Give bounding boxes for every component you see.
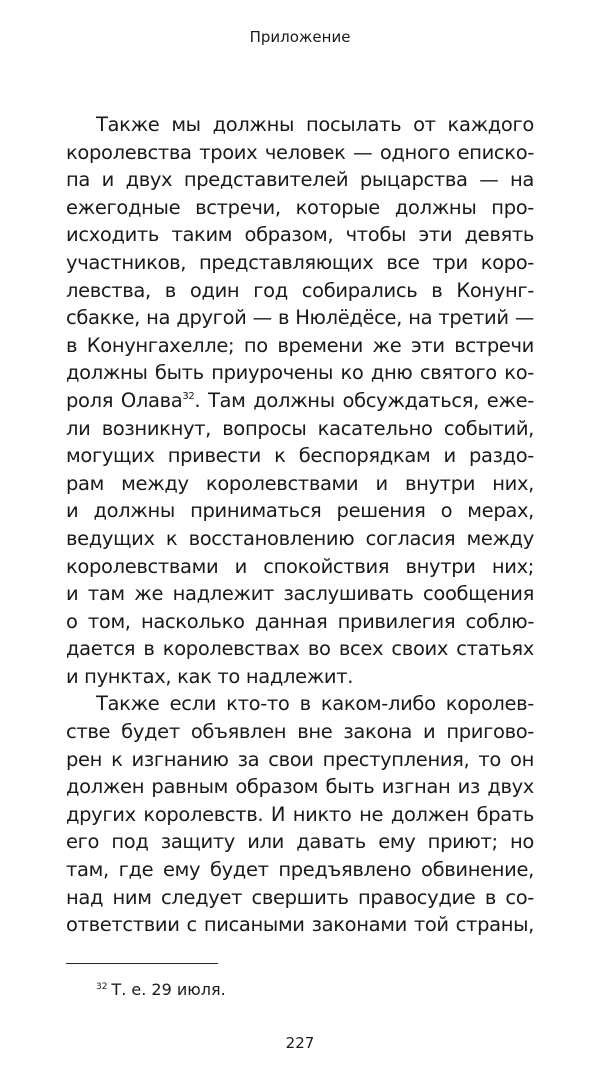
paragraph-2 [66, 690, 534, 938]
text-line: о том, насколько данная привилегия соблю- [66, 609, 534, 633]
text-line: ежегодные встречи, которые должны про- [66, 195, 534, 219]
text-line: сбакке, на другой — в Нюлёдёсе, на третий — [66, 306, 534, 330]
text-line: могущих привести к беспорядкам и раздо- [66, 444, 534, 468]
text-line: над ним следует свершить правосудие в со- [66, 885, 534, 909]
text-line: ли возникнут, вопросы касательно событий, [66, 416, 534, 440]
footnote [96, 978, 226, 1002]
text-line: участников, представляющих все три коро- [66, 250, 534, 274]
text-line: левства, в один год собирались в Конунг- [66, 278, 534, 302]
footnote-number: 32 [96, 982, 108, 992]
text-line: Также мы должны посылать от каждого [96, 113, 534, 136]
text-line: рам между королевствами и внутри них, [66, 471, 534, 495]
text-line: рен к изгнанию за свои преступления, то он [66, 747, 534, 771]
text-fragment: . Там должны обсуждаться, еже- [194, 388, 534, 412]
text-line: ответствии с писаными законами той страны, [66, 913, 534, 937]
text-line: Также если кто-то в каком-либо королев- [96, 692, 534, 716]
text-line: должен равным образом быть изгнан из двух [66, 775, 534, 799]
text-line: исходить таким образом, чтобы эти девять [66, 223, 534, 247]
text-line: должны быть приурочены ко дню святого ко- [66, 361, 534, 385]
text-line: там, где ему будет предъявлено обвинение, [66, 858, 534, 882]
text-line: стве будет объявлен вне закона и пригово- [66, 720, 534, 744]
running-head: Приложение [249, 28, 351, 46]
text-line: и пунктах, как то надлежит. [66, 664, 354, 688]
text-line: па и двух представителей рыцарства — на [66, 168, 534, 192]
text-line: ведущих к восстановлению согласия между [66, 526, 534, 550]
text-line: королевствами и спокойствия внутри них; [66, 554, 534, 578]
footnote-divider [66, 963, 218, 964]
body-text [66, 111, 534, 939]
text-fragment: роля Олава [66, 388, 183, 412]
text-line: в Конунгахелле; по времени же эти встречи [66, 333, 534, 357]
paragraph-1 [66, 111, 534, 690]
text-line: других королевств. И никто не должен брать [66, 802, 534, 826]
footnote-text: Т. е. 29 июля. [111, 980, 226, 999]
text-line [66, 387, 534, 415]
footnote-reference[interactable]: 32 [182, 390, 195, 402]
text-line: королевства троих человек — одного еписко- [66, 140, 534, 164]
text-line: и там же надлежит заслушивать сообщения [66, 582, 534, 606]
text-line: его под защиту или давать ему приют; но [66, 830, 534, 854]
text-line: и должны приниматься решения о мерах, [66, 499, 534, 523]
page-number: 227 [285, 1034, 315, 1052]
text-line: дается в королевствах во всех своих статьях [66, 637, 534, 661]
